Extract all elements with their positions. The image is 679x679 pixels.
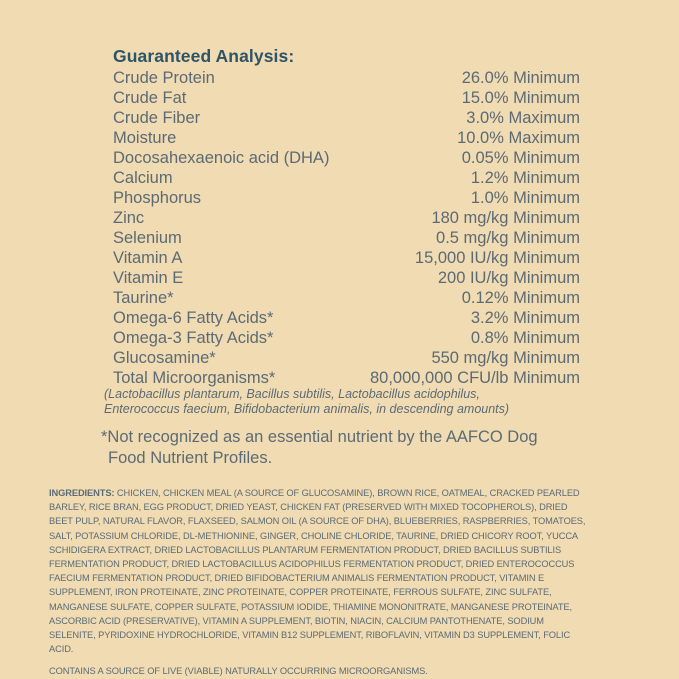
guaranteed-analysis-title: Guaranteed Analysis:	[113, 46, 295, 66]
nutrient-name: Omega-3 Fatty Acids*	[113, 329, 274, 347]
nutrient-name: Calcium	[113, 169, 173, 187]
ingredients-paragraph	[49, 486, 590, 656]
nutrient-row	[113, 68, 580, 88]
nutrient-value: 15,000 IU/kg Minimum	[414, 249, 580, 267]
nutrient-name: Crude Fiber	[113, 109, 201, 127]
nutrient-name: Crude Protein	[113, 69, 215, 87]
nutrient-row	[113, 168, 580, 188]
nutrient-name: Total Microorganisms*	[113, 369, 276, 387]
nutrient-name: Omega-6 Fatty Acids*	[113, 309, 274, 327]
nutrient-value: 0.05% Minimum	[461, 149, 580, 167]
nutrient-name: Docosahexaenoic acid (DHA)	[113, 149, 330, 167]
nutrient-row	[113, 308, 580, 328]
nutrient-value: 26.0% Minimum	[461, 69, 580, 87]
nutrient-row	[113, 228, 580, 248]
nutrient-name: Taurine*	[113, 289, 174, 307]
nutrient-row	[113, 188, 580, 208]
nutrient-name: Vitamin E	[113, 269, 184, 287]
ingredients-section	[49, 486, 590, 679]
ingredients-list-text: CHICKEN, CHICKEN MEAL (A SOURCE OF GLUCOSAMINE), BROWN RICE, OATMEAL, CRACKED PEARLED BARLEY, RICE BRAN, EGG PRODUCT, DRIED YEAST, CHICKEN FAT (PRESERVED WITH MIXED TOCOPHEROLS), DRIED BEET PULP, NATURAL FLAVOR, FLAXSEED, SALMON OIL (A SOURCE OF DHA), BLUEBERRIES, RASPBERRIES, TOMATOES, SALT, POTASSIUM CHLORIDE, DL-METHIONINE, GINGER, CHOLINE CHLORIDE, TAURINE, DRIED CHICORY ROOT, YUCCA SCHIDIGERA EXTRACT, DRIED LACTOBACILLUS PLANTARUM FERMENTATION PRODUCT, DRIED BACILLUS SUBTILIS FERMENTATION PRODUCT, DRIED LACTOBACILLUS ACIDOPHILUS FERMENTATION PRODUCT, DRIED ENTEROCOCCUS FAECIUM FERMENTATION PRODUCT, DRIED BIFIDOBACTERIUM ANIMALIS FERMENTATION PRODUCT, VITAMIN E SUPPLEMENT, IRON PROTEINATE, ZINC PROTEINATE, COPPER PROTEINATE, FERROUS SULFATE, ZINC SULFATE, MANGANESE SULFATE, COPPER SULFATE, POTASSIUM IODIDE, THIAMINE MONONITRATE, MANGANESE PROTEINATE, ASCORBIC ACID (PRESERVATIVE), VITAMIN A SUPPLEMENT, BIOTIN, NIACIN, CALCIUM PANTOTHENATE, SODIUM SELENITE, PYRIDOXINE HYDROCHLORIDE, VITAMIN B12 SUPPLEMENT, RIBOFLAVIN, VITAMIN D3 SUPPLEMENT, FOLIC ACID.	[49, 488, 586, 655]
nutrient-row	[113, 368, 580, 388]
nutrient-row	[113, 108, 580, 128]
nutrient-name: Zinc	[113, 209, 145, 227]
aafco-footnote-line: *Not recognized as an essential nutrient by the AAFCO Dog	[101, 428, 538, 446]
nutrient-value: 1.0% Minimum	[470, 189, 580, 207]
microorganisms-note-line: Enterococcus faecium, Bifidobacterium animalis, in descending amounts)	[104, 402, 510, 416]
nutrient-row	[113, 88, 580, 108]
nutrient-value: 1.2% Minimum	[470, 169, 580, 187]
nutrient-value: 0.12% Minimum	[461, 289, 580, 307]
contains-statement: CONTAINS A SOURCE OF LIVE (VIABLE) NATURALLY OCCURRING MICROORGANISMS.	[49, 666, 428, 677]
guaranteed-analysis-rows	[113, 68, 580, 388]
nutrient-name: Moisture	[113, 129, 177, 147]
nutrient-value: 180 mg/kg Minimum	[431, 209, 580, 227]
nutrient-value: 200 IU/kg Minimum	[437, 269, 580, 287]
nutrient-row	[113, 348, 580, 368]
guaranteed-analysis-section	[113, 46, 580, 388]
nutrient-name: Crude Fat	[113, 89, 187, 107]
nutrient-row	[113, 268, 580, 288]
nutrient-name: Selenium	[113, 229, 182, 247]
nutrient-name: Vitamin A	[113, 249, 183, 267]
nutrient-value: 15.0% Minimum	[461, 89, 580, 107]
nutrient-row	[113, 328, 580, 348]
ingredients-label: INGREDIENTS:	[49, 488, 115, 498]
nutrient-row	[113, 128, 580, 148]
nutrient-value: 0.5 mg/kg Minimum	[436, 229, 580, 247]
nutrient-value: 3.0% Maximum	[466, 109, 580, 127]
nutrient-row	[113, 288, 580, 308]
nutrient-row	[113, 248, 580, 268]
microorganisms-species-note	[104, 387, 509, 417]
microorganisms-note-line: (Lactobacillus plantarum, Bacillus subtilis, Lactobacillus acidophilus,	[104, 387, 480, 401]
nutrient-name: Phosphorus	[113, 189, 202, 207]
aafco-footnote-line: Food Nutrient Profiles.	[108, 448, 273, 467]
nutrient-row	[113, 208, 580, 228]
nutrient-value: 0.8% Minimum	[470, 329, 580, 347]
nutrient-value: 80,000,000 CFU/lb Minimum	[369, 369, 580, 387]
nutrient-value: 10.0% Maximum	[457, 129, 580, 147]
nutrient-row	[113, 148, 580, 168]
aafco-footnote	[101, 427, 538, 468]
nutrient-value: 3.2% Minimum	[470, 309, 580, 327]
nutrient-name: Glucosamine*	[113, 349, 216, 367]
nutrient-value: 550 mg/kg Minimum	[431, 349, 580, 367]
